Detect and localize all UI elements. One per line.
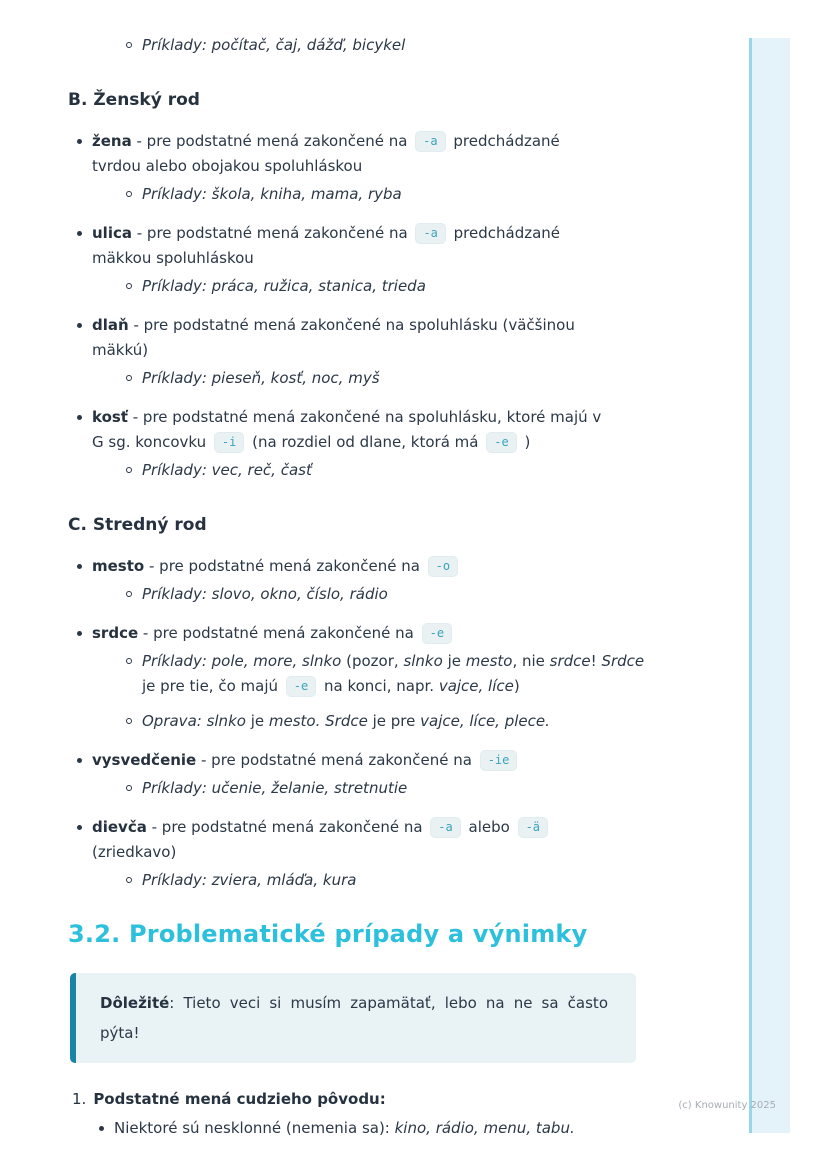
bullet-line — [68, 221, 748, 271]
circle-bullet-icon — [126, 591, 132, 597]
circle-bullet-icon — [126, 785, 132, 791]
text-segment: - pre podstatné mená zakončené na — [138, 624, 419, 642]
page-section-title: 3.2. Problematické prípady a výnimky — [68, 920, 588, 948]
text-segment: (zriedkavo) — [92, 843, 177, 861]
text-segment: Príklady: učenie, želanie, stretnutie — [142, 779, 408, 797]
text-segment: Dôležité — [100, 994, 170, 1012]
ending-badge: -a — [430, 817, 460, 838]
text-segment: Oprava: slnko — [142, 712, 251, 730]
text-segment: - pre podstatné mená zakončené na spoluhlásku (väčšinou — [128, 316, 575, 334]
sub-bullet-item — [68, 776, 748, 801]
text-segment: Príklady: vec, reč, časť — [142, 461, 312, 479]
text-segment: predchádzané — [448, 224, 561, 242]
text-segment: Príklady: zviera, mláďa, kura — [142, 871, 357, 889]
text-segment: - pre podstatné mená zakončené na — [131, 224, 413, 242]
sub-bullet-text — [142, 274, 748, 299]
text-segment: G sg. koncovku — [92, 433, 211, 451]
bullet-line — [68, 405, 748, 455]
sub-bullet-item — [68, 33, 748, 58]
ending-badge: -ä — [518, 817, 548, 838]
item-number: 1. — [72, 1090, 87, 1108]
text-segment: je pre tie, čo majú — [142, 677, 283, 695]
sub-bullet-text — [142, 709, 748, 734]
section-heading: C. Stredný rod — [68, 515, 207, 535]
bullet-item — [68, 313, 748, 391]
bullet-line — [68, 129, 748, 179]
text-segment: srdce — [92, 624, 139, 642]
bullet-text — [92, 554, 748, 579]
right-highlight-strip — [749, 38, 790, 1133]
sub-bullet-text — [142, 776, 748, 801]
sub-bullet-item — [68, 649, 748, 699]
text-segment: je — [250, 712, 269, 730]
bullet-item — [68, 129, 748, 207]
text-segment: Príklady: pieseň, kosť, noc, myš — [142, 369, 380, 387]
bullet-text — [92, 129, 748, 179]
ending-badge: -e — [422, 623, 452, 644]
text-segment: : Tieto veci si musím zapamätať, lebo na ne sa často pýta! — [100, 994, 608, 1042]
text-segment: - pre podstatné mená zakončené na spoluhlásku, ktoré majú v — [127, 408, 602, 426]
text-segment: dievča — [92, 818, 147, 836]
document-content — [68, 30, 748, 1141]
bullet-item — [68, 621, 748, 734]
bullet-line — [68, 554, 748, 579]
text-segment: - pre podstatné mená zakončené na — [196, 751, 477, 769]
bullet-icon — [77, 564, 82, 569]
bullet-line — [68, 621, 748, 646]
bullet-line — [68, 313, 748, 363]
bullet-icon — [77, 323, 82, 328]
text-segment: Niektoré sú nesklonné (nemenia sa): — [114, 1119, 395, 1137]
bullet-line — [68, 815, 748, 865]
footer-copyright: (c) Knowunity 2025 — [678, 1100, 776, 1111]
section-heading: B. Ženský rod — [68, 90, 200, 110]
circle-bullet-icon — [126, 375, 132, 381]
sub-bullet-item — [68, 366, 748, 391]
text-segment: alebo — [463, 818, 515, 836]
sub-bullet-item — [68, 458, 748, 483]
text-segment: mesto — [465, 652, 513, 670]
sub-bullet-text — [142, 649, 748, 699]
ending-badge: -a — [415, 223, 445, 244]
text-segment: mäkkou spoluhláskou — [92, 249, 254, 267]
circle-bullet-icon — [126, 877, 132, 883]
text-segment: Srdce — [601, 652, 645, 670]
text-segment: Podstatné mená cudzieho pôvodu: — [93, 1090, 386, 1108]
text-segment: vajce, líce, plece. — [420, 712, 550, 730]
bullet-text — [92, 815, 748, 865]
sub-bullet-text — [142, 458, 748, 483]
bullet-text — [92, 405, 748, 455]
sub-bullet-item — [68, 868, 748, 893]
bullet-item — [68, 748, 748, 801]
sub-bullet-item — [68, 709, 748, 734]
text-segment: ! — [590, 652, 602, 670]
bullet-icon — [77, 825, 82, 830]
bullet-icon — [77, 758, 82, 763]
text-segment: je pre — [372, 712, 421, 730]
bullet-icon — [77, 231, 82, 236]
text-segment: tvrdou alebo obojakou spoluhláskou — [92, 157, 363, 175]
circle-bullet-icon — [126, 42, 132, 48]
sub-bullet-text — [142, 868, 748, 893]
text-segment: kosť — [92, 408, 128, 426]
bullet-text — [92, 221, 748, 271]
bullet-item — [68, 815, 748, 893]
bullet-line — [68, 748, 748, 773]
bullet-text — [92, 748, 748, 773]
sub-bullet-item — [68, 274, 748, 299]
ending-badge: -o — [428, 556, 458, 577]
sub-bullet-text — [142, 366, 748, 391]
text-segment: žena — [92, 132, 132, 150]
text-segment: , nie — [512, 652, 550, 670]
ending-badge: -i — [214, 432, 244, 453]
text-segment: srdce — [549, 652, 591, 670]
text-segment: mesto — [92, 557, 145, 575]
bullet-item — [68, 554, 748, 607]
ending-badge: -ie — [480, 750, 518, 771]
text-segment: Príklady: práca, ružica, stanica, trieda — [142, 277, 426, 295]
text-segment: mesto. Srdce — [268, 712, 373, 730]
bullet-item — [68, 221, 748, 299]
bullet-icon — [77, 631, 82, 636]
text-segment: - pre podstatné mená zakončené na — [146, 818, 428, 836]
bullet-icon — [77, 415, 82, 420]
text-segment: slnko — [403, 652, 443, 670]
text-segment: - pre podstatné mená zakončené na — [131, 132, 413, 150]
bullet-text — [92, 621, 748, 646]
sub-bullet-text — [142, 582, 748, 607]
circle-bullet-icon — [126, 283, 132, 289]
text-segment: mäkkú) — [92, 341, 149, 359]
text-segment: ulica — [92, 224, 132, 242]
sub-bullet-item — [68, 182, 748, 207]
sub-bullet-text — [142, 33, 748, 58]
text-segment: kino, rádio, menu, tabu. — [394, 1119, 575, 1137]
circle-bullet-icon — [126, 658, 132, 664]
text-segment: vysvedčenie — [92, 751, 197, 769]
ending-badge: -a — [415, 131, 445, 152]
sub-bullet-text — [114, 1116, 748, 1141]
text-segment: na konci, napr. — [319, 677, 439, 695]
circle-bullet-icon — [126, 718, 132, 724]
text-segment: Príklady: slovo, okno, číslo, rádio — [142, 585, 388, 603]
text-segment: ) — [513, 677, 520, 695]
sub-bullet-item — [68, 1116, 748, 1141]
text-segment: ) — [519, 433, 531, 451]
text-segment: Príklady: pole, more, slnko — [142, 652, 347, 670]
bullet-icon — [99, 1126, 104, 1131]
important-callout — [70, 973, 636, 1063]
text-segment: (pozor, — [346, 652, 404, 670]
bullet-icon — [77, 139, 82, 144]
sub-bullet-text — [142, 182, 748, 207]
text-segment: dlaň — [92, 316, 129, 334]
sub-bullet-item — [68, 582, 748, 607]
circle-bullet-icon — [126, 191, 132, 197]
circle-bullet-icon — [126, 467, 132, 473]
text-segment: Príklady: škola, kniha, mama, ryba — [142, 185, 402, 203]
text-segment: Príklady: počítač, čaj, dážď, bicykel — [142, 36, 406, 54]
text-segment: predchádzané — [448, 132, 560, 150]
text-segment: je — [442, 652, 466, 670]
text-segment: (na rozdiel od dlane, ktorá má — [247, 433, 484, 451]
ending-badge: -e — [486, 432, 516, 453]
text-segment: - pre podstatné mená zakončené na — [144, 557, 425, 575]
numbered-item — [68, 1087, 748, 1141]
ending-badge: -e — [286, 676, 316, 697]
bullet-item — [68, 405, 748, 483]
callout-text — [100, 988, 608, 1048]
bullet-text — [92, 313, 748, 363]
text-segment: vajce, líce — [438, 677, 514, 695]
